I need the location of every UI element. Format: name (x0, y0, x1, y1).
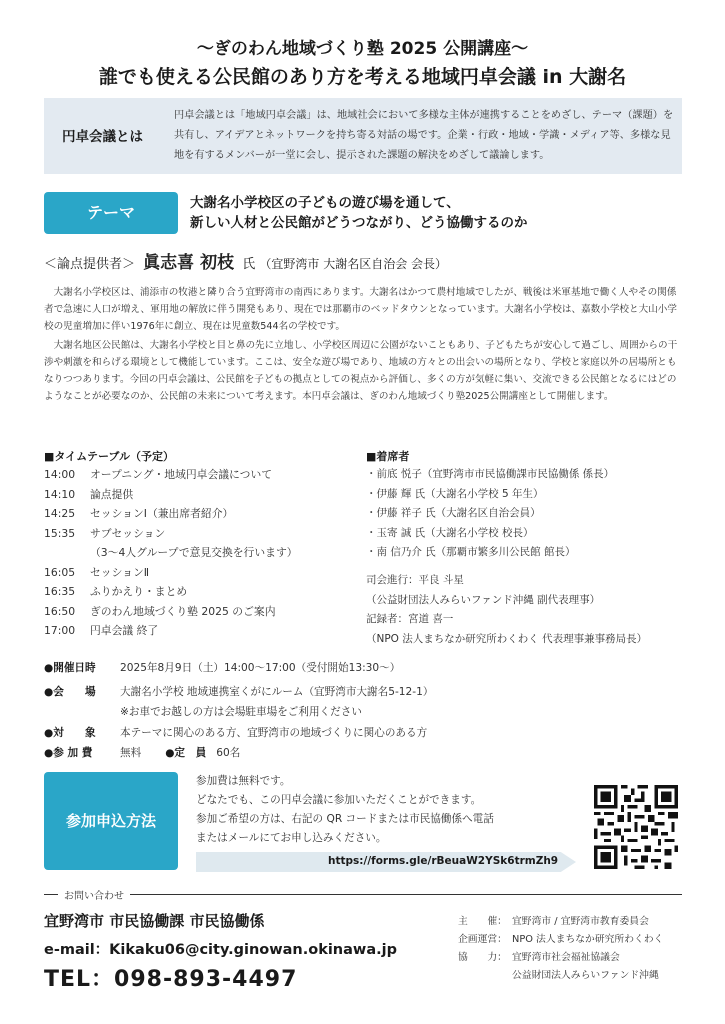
timetable-row (44, 582, 354, 602)
staff-item: 司会進行：平良 斗星 (366, 574, 464, 586)
theme-label: テーマ (44, 192, 178, 234)
timetable-time: 16:35 (44, 585, 76, 598)
plan-label: 企画運営： (458, 934, 507, 945)
timetable-time (44, 543, 90, 563)
info-venue (44, 684, 684, 699)
host-label: 主 催： (458, 916, 507, 927)
coop-value-2: 公益財団法人みらいファンド沖縄 (512, 970, 659, 981)
plan-value: NPO 法人まちなか研究所わくわく (512, 934, 664, 945)
organizer-plan (458, 931, 708, 949)
timetable-time: 14:10 (44, 487, 76, 501)
attendee-item: ・前底 悦子（宜野湾市市民協働課市民協働係 係長） (366, 468, 615, 480)
timetable-row (44, 524, 354, 544)
timetable-time: 17:00 (44, 624, 76, 637)
apply-line-3: 参加ご希望の方は、右記の QR コードまたは市民協働係へ電話 (196, 813, 494, 825)
contact-heading-label: お問い合わせ (64, 891, 124, 902)
contact-email-link[interactable]: e-mail：Kikaku06@city.ginowan.okinawa.jp (44, 942, 397, 958)
apply-line-2: どなたでも、この円卓会議に参加いただくことができます。 (196, 794, 482, 806)
attendees-heading: ■着席者 (366, 450, 410, 463)
coop-label: 協 力： (458, 952, 507, 963)
timetable-time: 14:25 (44, 507, 76, 520)
staff-item: （NPO 法人まちなか研究所わくわく 代表理事兼事務局長） (366, 632, 648, 645)
info-target (44, 725, 684, 740)
timetable-desc: （3〜4人グループで意見交換を行います） (90, 546, 298, 559)
presenter (44, 248, 447, 273)
timetable-time: 16:50 (44, 604, 76, 618)
organizer-host (458, 913, 708, 931)
contact-department: 宜野湾市 市民協働課 市民協働係 (44, 912, 265, 930)
venue-value: 大謝名小学校 地域連携室くがにルーム（宜野湾市大謝名5-12-1） (120, 686, 434, 698)
timetable (44, 465, 354, 641)
timetable-desc: オープニング・地域円卓会議について (90, 468, 273, 481)
apply-url-link[interactable]: https://forms.gle/rBeuaW2YSk6trmZh9 (328, 855, 559, 867)
organizers (458, 913, 708, 985)
host-value: 宜野湾市 / 宜野湾市教育委員会 (512, 916, 649, 927)
definition-text: 円卓会議とは「地域円卓会議」は、地域社会において多様な主体が連携することをめざし、テーマ（課題）を共有し、アイデアとネットワークを持ち寄る対話の場です。企業・行政・地域・学識・メディア等、多様な見地を有するメンバーが一堂に会し、提示された課題の解決をめざして議論します。 (174, 110, 674, 161)
staff-item: 記録者：宮道 喜一 (366, 613, 454, 625)
definition-label: 円卓会議とは (62, 129, 143, 145)
contact-heading (44, 887, 682, 902)
timetable-desc: 論点提供 (90, 487, 134, 501)
timetable-row (44, 465, 354, 485)
attendee-list (366, 465, 686, 563)
venue-note: ※お車でお越しの方は会場駐車場をご利用ください (120, 706, 362, 718)
timetable-desc: サブセッション (90, 526, 166, 540)
date-value: 2025年8月9日（土）14:00〜17:00（受付開始13:30〜） (120, 662, 401, 674)
date-label: ●開催日時 (44, 662, 96, 674)
coop-value-1: 宜野湾市社会福祉協議会 (512, 952, 620, 963)
apply-text (196, 772, 576, 848)
info-fee (44, 745, 684, 760)
timetable-time: 16:05 (44, 565, 76, 579)
timetable-desc: ぎのわん地域づくり塾 2025 のご案内 (90, 604, 276, 618)
presenter-honorific: 氏 (242, 257, 256, 272)
fee-value: 無料 (120, 747, 142, 759)
capacity-value: 60名 (216, 747, 241, 759)
body-paragraph-2: 大謝名地区公民館は、大謝名小学校と目と鼻の先に立地し、小学校区周辺に公園がないこともあり、子どもたちが安心して過ごし、周囲からの干渉や刺激を和らげる環境として機能しています。ここは、安全な遊び場であり、地域の方々との出会いの場所となり、学校と家庭以外の居場所ともなりつつあります。今回の円卓会議は、公民館を子どもの拠点としての視点から評価し、多くの方が気軽に集い、交流できる公民館となるにはどのようなことが必要なのか、公民館の未来について考えます。本円卓会議は、ぎのわん地域づくり塾2025公開講座として開催します。 (44, 339, 678, 403)
body-paragraph-1: 大謝名小学校区は、浦添市の牧港と隣り合う宜野湾市の南西にあります。大謝名はかつて農村地域でしたが、戦後は米軍基地で働く人やその関係者で急速に人口が増え、軍用地の解放に伴う開発もあり、現在では那覇市のベッドタウンとなっています。大謝名小学校は、嘉数小学校と大山小学校の児童増加に伴い1976年に創立、現在は児童数544名の学校です。 (44, 287, 677, 333)
timetable-row (44, 621, 354, 641)
target-value: 本テーマに関心のある方、宜野湾市の地域づくりに関心のある方 (120, 727, 428, 739)
theme-text (190, 193, 528, 233)
theme-line-1: 大謝名小学校区の子どもの遊び場を通して、 (190, 195, 460, 211)
timetable-heading: ■タイムテーブル（予定） (44, 450, 174, 463)
presenter-prefix: ＜論点提供者＞ (44, 257, 136, 272)
divider (44, 894, 58, 895)
timetable-row (44, 602, 354, 622)
timetable-desc: セッションⅡ (90, 565, 150, 579)
attendee-item: ・伊藤 祥子 氏（大謝名区自治会員） (366, 507, 541, 519)
staff-item: （公益財団法人みらいファンド沖縄 副代表理事） (366, 593, 601, 606)
organizer-coop (458, 949, 708, 967)
target-label: ●対 象 (44, 727, 96, 739)
timetable-row (44, 563, 354, 583)
timetable-time: 14:00 (44, 468, 76, 481)
fee-label: ●参 加 費 (44, 747, 93, 759)
info-date (44, 660, 684, 675)
presenter-affiliation: （宜野湾市 大謝名区自治会 会長） (259, 257, 448, 271)
theme-line-2: 新しい人材と公民館がどうつながり、どう協働するのか (190, 215, 528, 231)
definition-box (44, 98, 682, 174)
qr-code-icon[interactable] (594, 785, 678, 869)
body-text (44, 284, 682, 406)
contact-phone: TEL：098-893-4497 (44, 967, 298, 992)
apply-line-1: 参加費は無料です。 (196, 775, 291, 787)
timetable-desc: 円卓会議 終了 (90, 624, 159, 637)
timetable-desc: セッションⅠ（兼出席者紹介） (90, 507, 234, 520)
attendee-item: ・玉寄 誠 氏（大謝名小学校 校長） (366, 526, 534, 539)
timetable-desc: ふりかえり・まとめ (90, 585, 188, 598)
timetable-row (44, 504, 354, 524)
divider (130, 894, 682, 895)
attendee-item: ・伊藤 輝 氏（大謝名小学校 5 年生） (366, 487, 544, 500)
event-title: 誰でも使える公民館のあり方を考える地域円卓会議 in 大謝名 (98, 66, 627, 88)
event-subtitle: 〜ぎのわん地域づくり塾 2025 公開講座〜 (196, 39, 529, 59)
apply-line-4: またはメールにてお申し込みください。 (196, 832, 387, 844)
capacity-label: ●定 員 (165, 747, 207, 759)
timetable-row (44, 485, 354, 505)
presenter-name: 眞志喜 初枝 (143, 253, 235, 273)
organizer-coop-2 (458, 967, 708, 985)
timetable-row (44, 543, 354, 563)
venue-label: ●会 場 (44, 686, 96, 698)
timetable-time: 15:35 (44, 526, 76, 540)
staff-list (366, 571, 686, 649)
apply-label: 参加申込方法 (44, 772, 178, 870)
attendee-item: ・南 信乃介 氏（那覇市繁多川公民館 館長） (366, 546, 576, 558)
